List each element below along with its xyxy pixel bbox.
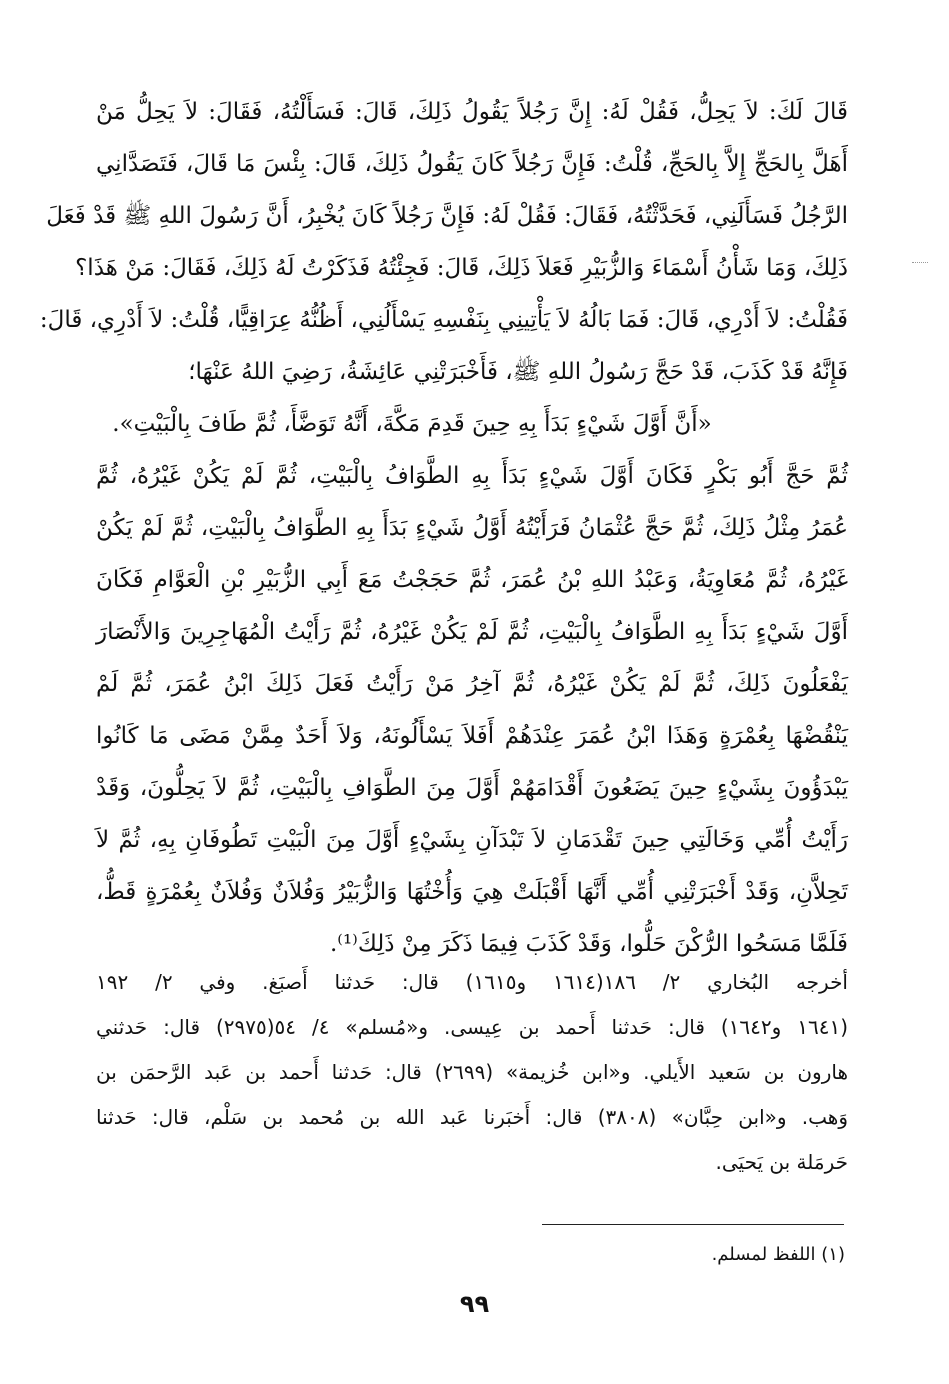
margin-mark [912, 262, 928, 263]
text-line: الرَّجُلُ فَسَأَلَنِي، فَحَدَّثْتُهُ، فَقَالَ: فَقُلْ لَهُ: فَإِنَّ رَجُلاً كَانَ يُخْبِرُ، أَنَّ رَسُولَ اللهِ ﷺ قَدْ فَعَلَ [46, 203, 848, 229]
text-line: عُمَرُ مِثْلُ ذَلِكَ، ثُمَّ حَجَّ عُثْمَانُ فَرَأَيْتُهُ أَوَّلُ شَيْءٍ بَدَأَ بِهِ الطَّوَافُ بِالْبَيْتِ، ثُمَّ لَمْ يَكُنْ [96, 515, 848, 541]
text-line: يَبْدَؤُونَ بِشَيْءٍ حِينَ يَضَعُونَ أَقْدَامَهُمْ أَوَّلَ مِنَ الطَّوَافِ بِالْبَيْتِ، ثُمَّ لاَ يَحِلُّونَ، وَقَدْ [96, 775, 848, 801]
text-line: رَأَيْتُ أُمِّي وَخَالَتِي حِينَ تَقْدَمَانِ لاَ تَبْدَآنِ بِشَيْءٍ أَوَّلَ مِنَ الْبَيْتِ تَطُوفَانِ بِهِ، ثُمَّ لاَ [96, 827, 848, 853]
text-line: ذَلِكَ، وَمَا شَأْنُ أَسْمَاءَ وَالزُّبَيْرِ فَعَلاَ ذَلِكَ، قَالَ: فَجِئْتُهُ فَذَكَرْتُ لَهُ ذَلِكَ، فَقَالَ: مَنْ هَذَا؟ [75, 255, 848, 281]
text-line: تَحِلاَّنِ، وَقَدْ أَخْبَرَتْنِي أُمِّي أَنَّهَا أَقْبَلَتْ هِيَ وَأُخْتُهَا وَالزُّبَيْرُ وَفُلاَنٌ وَفُلاَنٌ بِعُمْرَةٍ قَطُّ، [96, 879, 848, 905]
page-number: ٩٩ [459, 1290, 490, 1318]
text-line: يَفْعَلُونَ ذَلِكَ، ثُمَّ لَمْ يَكُنْ غَيْرُهُ، ثُمَّ آخِرُ مَنْ رَأَيْتُ فَعَلَ ذَلِكَ ابْنُ عُمَرَ، ثُمَّ لَمْ [96, 671, 848, 697]
takhrij-line: وَهب. و«ابن حِبَّان» (٣٨٠٨) قال: أَخبَرنا عَبد الله بن مُحمد بن سَلْم، قال: حَدثنا [96, 1105, 848, 1129]
text-line: أَهَلَّ بِالحَجِّ إِلاَّ بِالحَجِّ، قُلْتُ: فَإِنَّ رَجُلاً كَانَ يَقُولُ ذَلِكَ، قَالَ: بِئْسَ مَا قَالَ، فَتَصَدَّانِي [96, 151, 848, 177]
text-line: ثُمَّ حَجَّ أَبُو بَكْرٍ فَكَانَ أَوَّلَ شَيْءٍ بَدَأَ بِهِ الطَّوَافُ بِالْبَيْتِ، ثُمَّ لَمْ يَكُنْ غَيْرُهُ، ثُمَّ [96, 463, 848, 489]
footnote-separator [542, 1224, 844, 1225]
text-line: فَقُلْتُ: لاَ أَدْرِي، قَالَ: فَمَا بَالُهُ لاَ يَأْتِينِي بِنَفْسِهِ يَسْأَلُنِي، أَظُنُّهُ عِرَاقِيًّا، قُلْتُ: لاَ أَدْرِي، قَالَ: [39, 307, 848, 333]
text-line: فَإِنَّهُ قَدْ كَذَبَ، قَدْ حَجَّ رَسُولُ اللهِ ﷺ، فَأَخْبَرَتْنِي عَائِشَةُ، رَضِيَ اللهُ عَنْهَا؛ [188, 359, 848, 385]
text-line: فَلَمَّا مَسَحُوا الرُّكْنَ حَلُّوا، وَقَدْ كَذَبَ فِيمَا ذَكَرَ مِنْ ذَلِكَ⁽¹⁾. [329, 931, 848, 957]
footnote: (١) اللفظ لمسلم. [711, 1244, 845, 1265]
takhrij-paragraph [96, 960, 848, 1185]
text-line: غَيْرُهُ، ثُمَّ مُعَاوِيَةُ، وَعَبْدُ اللهِ بْنُ عُمَرَ، ثُمَّ حَجَجْتُ مَعَ أَبِي الزُّبَيْرِ بْنِ الْعَوَّامِ فَكَانَ [96, 567, 848, 593]
takhrij-line: هارون بن سَعيد الأَيلي. و«ابن خُزيمة» (٢٦٩٩) قال: حَدثنا أَحمد بن عَبد الرَّحمَن بن [96, 1060, 848, 1084]
text-line: أَوَّلَ شَيْءٍ بَدَأَ بِهِ الطَّوَافُ بِالْبَيْتِ، ثُمَّ لَمْ يَكُنْ غَيْرُهُ، ثُمَّ رَأَيْتُ الْمُهَاجِرِينَ وَالأَنْصَارَ [96, 619, 848, 645]
text-line: يَنْقُضْهَا بِعُمْرَةٍ وَهَذَا ابْنُ عُمَرَ عِنْدَهُمْ أَفَلاَ يَسْأَلُونَهُ، وَلاَ أَحَدٌ مِمَّنْ مَضَى مَا كَانُوا [96, 723, 848, 749]
takhrij-line: حَرمَلة بن يَحيَى. [715, 1150, 848, 1174]
quoted-hadith-line: «أَنَّ أَوَّلَ شَيْءٍ بَدَأَ بِهِ حِينَ قَدِمَ مَكَّةَ، أَنَّهُ تَوَضَّأَ، ثُمَّ طَافَ بِالْبَيْتِ». [112, 411, 712, 437]
hadith-text [39, 86, 848, 970]
takhrij-line: (١٦٤١ و١٦٤٢) قال: حَدثنا أَحمد بن عِيسى. و«مُسلم» ٤/ ٥٤(٢٩٧٥) قال: حَدثني [96, 1015, 849, 1039]
takhrij-line: أخرجه البُخاري ٢/ ١٨٦(١٦١٤ و١٦١٥) قال: حَدثنا أَصبَغ. وفي ٢/ ١٩٢ [96, 970, 848, 994]
text-line: قَالَ لَكَ: لاَ يَحِلُّ، فَقُلْ لَهُ: إِنَّ رَجُلاً يَقُولُ ذَلِكَ، قَالَ: فَسَأَلْتُهُ، فَقَالَ: لاَ يَحِلُّ مَنْ [96, 99, 848, 125]
